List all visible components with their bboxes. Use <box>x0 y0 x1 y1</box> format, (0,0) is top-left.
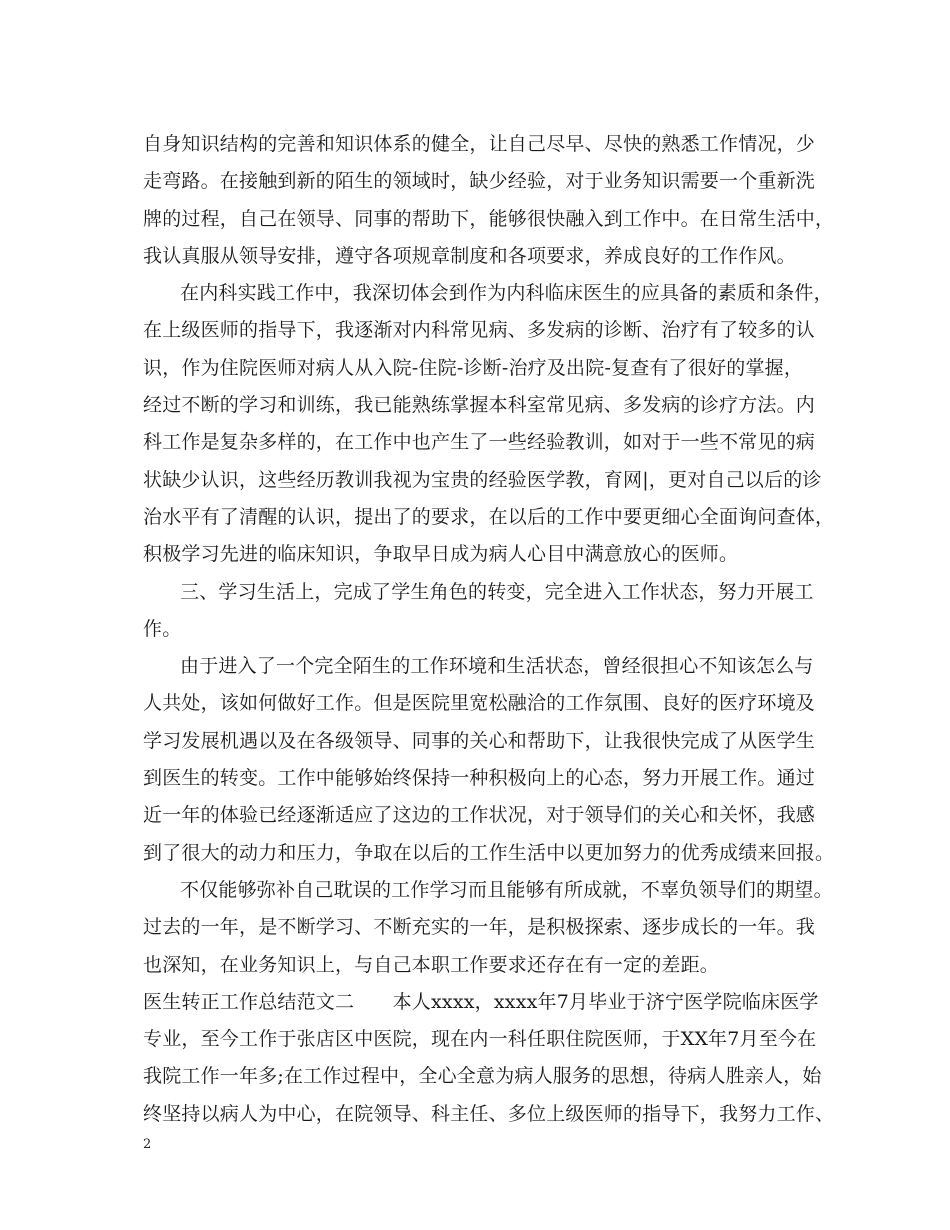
text-line: 也深知，在业务知识上，与自己本职工作要求还存在有一定的差距。 <box>143 953 720 976</box>
paragraph-start-line: 在内科实践工作中，我深切体会到作为内科临床医生的应具备的素质和条件， <box>180 282 833 305</box>
text-line: 作。 <box>143 617 182 640</box>
paragraph-start-line: 由于进入了一个完全陌生的工作环境和生活状态，曾经很担心不知该怎么与 <box>180 655 814 678</box>
text-line: 专业，至今工作于张店区中医院，现在内一科任职住院医师，于XX年7月至今在 <box>143 1028 817 1051</box>
text-line: 过去的一年，是不断学习、不断充实的一年，是积极探索、逐步成长的一年。我 <box>143 916 816 939</box>
text-line: 到医生的转变。工作中能够始终保持一种积极向上的心态，努力开展工作。通过 <box>143 767 816 790</box>
text-line: 医生转正工作总结范文二 本人xxxx，xxxx年7月毕业于济宁医学院临床医学 <box>143 990 819 1013</box>
page-number: 2 <box>143 1137 152 1152</box>
section-heading-line: 三、学习生活上，完成了学生角色的转变，完全进入工作状态，努力开展工 <box>180 580 814 603</box>
text-line: 经过不断的学习和训练，我已能熟练掌握本科室常见病、多发病的诊疗方法。内 <box>143 394 816 417</box>
text-line: 治水平有了清醒的认识，提出了的要求，在以后的工作中要更细心全面询问查体， <box>143 505 835 528</box>
paragraph-start-line: 不仅能够弥补自己耽误的工作学习而且能够有所成就，不辜负领导们的期望。 <box>180 878 833 901</box>
text-line: 我院工作一年多;在工作过程中，全心全意为病人服务的思想，待病人胜亲人，始 <box>143 1065 822 1088</box>
text-line: 在上级医师的指导下，我逐渐对内科常见病、多发病的诊断、治疗有了较多的认 <box>143 319 816 342</box>
text-line: 积极学习先进的临床知识，争取早日成为病人心目中满意放心的医师。 <box>143 543 739 566</box>
document-body <box>143 126 835 1133</box>
text-line: 自身知识结构的完善和知识体系的健全，让自己尽早、尽快的熟悉工作情况，少 <box>143 133 816 155</box>
text-line: 走弯路。在接触到新的陌生的领域时，缺少经验，对于业务知识需要一个重新洗 <box>143 170 816 193</box>
text-line: 识，作为住院医师对病人从入院-住院-诊断-治疗及出院-复查有了很好的掌握， <box>143 356 804 379</box>
text-line: 人共处，该如何做好工作。但是医院里宽松融洽的工作氛围、良好的医疗环境及 <box>143 692 816 715</box>
text-line: 我认真服从领导安排，遵守各项规章制度和各项要求，养成良好的工作作风。 <box>143 244 796 267</box>
text-line: 科工作是复杂多样的，在工作中也产生了一些经验教训，如对于一些不常见的病 <box>143 431 816 454</box>
text-line: 学习发展机遇以及在各级领导、同事的关心和帮助下，让我很快完成了从医学生 <box>143 729 816 752</box>
text-line: 终坚持以病人为中心，在院领导、科主任、多位上级医师的指导下，我努力工作、 <box>143 1102 835 1125</box>
text-line: 状缺少认识，这些经历教训我视为宝贵的经验医学教，育网|，更对自己以后的诊 <box>143 468 822 491</box>
text-line: 到了很大的动力和压力，争取在以后的工作生活中以更加努力的优秀成绩来回报。 <box>143 841 835 864</box>
text-line: 近一年的体验已经逐渐适应了这边的工作状况，对于领导们的关心和关怀，我感 <box>143 804 816 827</box>
text-line: 牌的过程，自己在领导、同事的帮助下，能够很快融入到工作中。在日常生活中， <box>143 207 835 230</box>
